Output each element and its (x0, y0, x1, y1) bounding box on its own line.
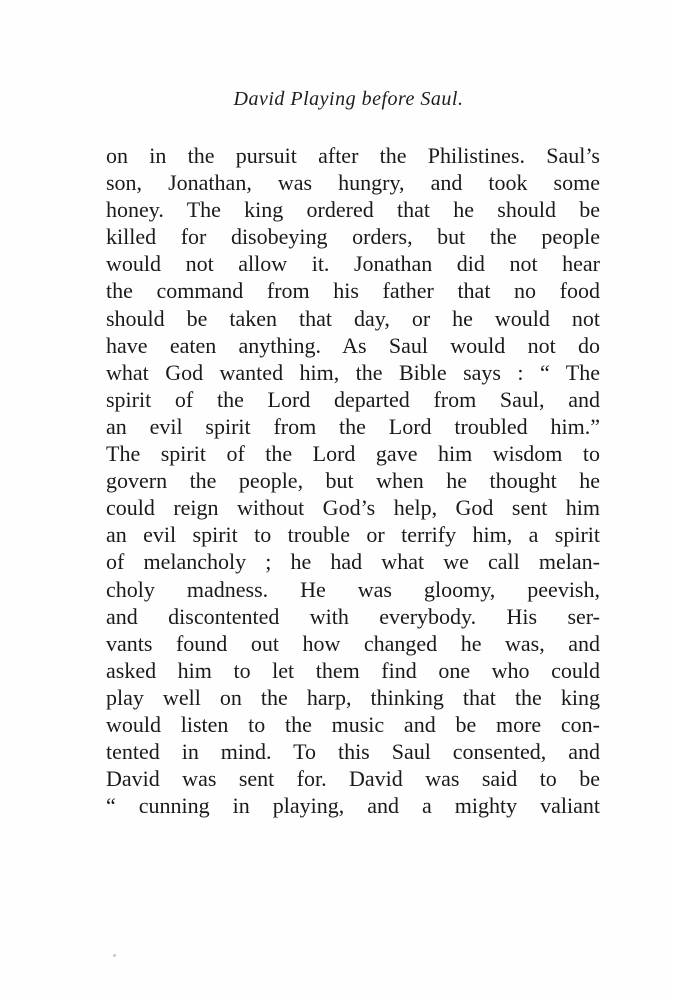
text-line: The spirit of the Lord gave him wisdom to (106, 441, 600, 467)
text-line: choly madness. He was gloomy, peevish, (106, 576, 600, 602)
running-head: David Playing before Saul. (233, 88, 464, 110)
text-line: of melancholy ; he had what we call melan- (106, 549, 600, 575)
text-line: vants found out how changed he was, and (106, 630, 600, 656)
text-line: the command from his father that no food (106, 278, 600, 304)
text-line: would not allow it. Jonathan did not hear (106, 251, 600, 277)
text-line: govern the people, but when he thought he (106, 468, 600, 494)
text-line: on in the pursuit after the Philistines. Saul’s (106, 143, 600, 168)
text-line: should be taken that day, or he would not (106, 305, 600, 331)
text-line: could reign without God’s help, God sent him (106, 495, 600, 521)
text-line: “ cunning in playing, and a mighty valiant (106, 793, 600, 819)
text-line: David was sent for. David was said to be (106, 766, 600, 792)
text-line: and discontented with everybody. His ser- (106, 603, 600, 629)
body-text (106, 142, 600, 819)
text-line: spirit of the Lord departed from Saul, and (106, 386, 600, 412)
text-line: asked him to let them find one who could (106, 657, 600, 683)
text-line: would listen to the music and be more con- (106, 711, 600, 737)
text-line: son, Jonathan, was hungry, and took some (106, 170, 600, 196)
text-line: what God wanted him, the Bible says : “ The (106, 359, 600, 385)
text-line: tented in mind. To this Saul consented, and (106, 739, 600, 765)
text-line: an evil spirit from the Lord troubled him.” (106, 413, 600, 439)
text-line: play well on the harp, thinking that the king (106, 684, 600, 710)
paper-speck (113, 954, 116, 957)
text-line: honey. The king ordered that he should be (106, 197, 600, 223)
text-line: an evil spirit to trouble or terrify him, a spirit (106, 522, 600, 548)
text-line: killed for disobeying orders, but the people (106, 224, 600, 250)
text-line: have eaten anything. As Saul would not do (106, 332, 600, 358)
